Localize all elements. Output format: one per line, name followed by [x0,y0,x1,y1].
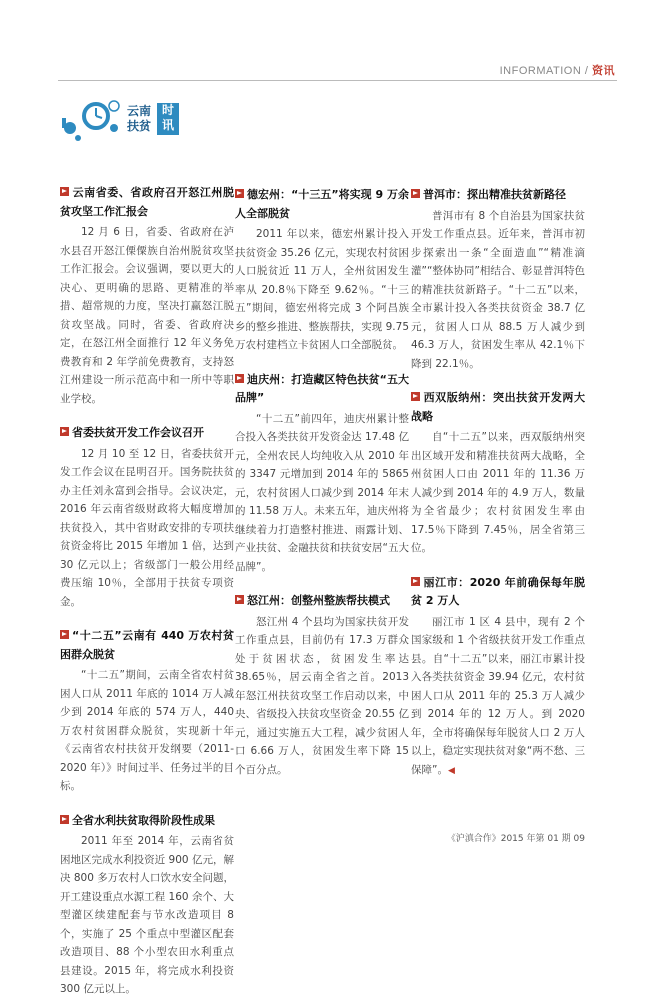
article-heading [60,424,234,443]
article-heading [235,186,409,223]
section-badge-line1: 时 [161,103,174,117]
article-heading-text: 全省水利扶贫取得阶段性成果 [72,813,215,827]
header-slash: / [584,65,589,77]
section-badge [157,103,179,135]
article-heading-text: 省委扶贫开发工作会议召开 [72,426,204,439]
play-icon [60,630,69,639]
section-header-label [500,62,615,78]
article-paragraph: “十二五”期间，云南全省农村贫困人口从 2011 年底的 1014 万人减少到 2014 年底的 574 万人，440 万农村贫困群众脱贫，实现新十年《云南省农村扶贫开发纲要（2011-2020 年）》时间过半、任务过半的目标。 [60,669,234,792]
article-heading [411,574,585,611]
section-title-line1: 云南 [127,104,152,118]
article-paragraph-text: 丽江市 1 区 4 县中，现有 2 个国家级和 1 个省级扶贫开发工作重点县。自“十二五”以来，丽江市累计投入各类扶贫资金 39.94 亿元，农村贫困人口从 2011 年的 25.3 万人减少到 2014 年的 12 万人。到 2020 年，全市将确保每年脱贫人口 2 万人以上，稳定实现扶贫对象“两不愁、三保障”。 [411,615,585,776]
play-icon [60,187,69,196]
article-heading [60,627,234,664]
play-icon [235,374,244,383]
article-heading [60,184,234,221]
play-icon [60,815,69,824]
article-heading [235,371,409,408]
article-paragraph: 12 月 10 至 12 日，省委扶贫开发工作会议在昆明召开。国务院扶贫办主任刘永富到会指导。会议决定，2016 年云南省级财政将大幅度增加扶贫投入，其中省财政安排的专项扶贫资金将比 2015 年增加 1 倍，达到 30 亿元以上；省级部门一般公用经费压缩 10％，全部用于扶贫专项资金。 [60,447,234,608]
section-title [127,104,151,134]
article-paragraph: 普洱市有 8 个自治县为国家扶贫开发工作重点县。近年来，普洱市初步探索出一条“全面造血”“精准滴灌”“整体协同”相结合、彰显普洱特色的精准扶贫新路子。“十二五”以来，全市累计投入各类扶贫资金 38.7 亿元，贫困人口从 88.5 万人减少到 46.3 万人，贫困发生率从 42.1％下降到 22.1％。 [411,209,585,370]
play-icon [235,189,244,198]
article-heading [411,186,585,205]
article-heading-text: 云南省委、省政府召开怒江州脱贫攻坚工作汇报会 [60,186,234,218]
article-heading-text: 丽江市：2020 年前确保每年脱贫 2 万人 [411,575,585,607]
article-paragraph: “十二五”前四年，迪庆州累计整合投入各类扶贫开发资金达 17.48 亿元，全州农民人均纯收入从 2010 年的 3347 元增加到 2014 年的 5865 元，农村贫困人口减少到 2014 年末的 11.58 万人。未来五年，迪庆州将继续着力打造整村推进、雨露计划、产业扶贫、金融扶贫和扶贫安居“五大品牌”。 [235,412,409,573]
header-rule [58,80,617,81]
article-heading-text: 迪庆州：打造藏区特色扶贫“五大品牌” [235,372,409,404]
section-title-line2: 扶贫 [127,119,152,133]
play-icon [235,595,244,604]
article-heading [235,592,409,611]
article-heading-text: 德宏州：“十三五”将实现 9 万余人全部脱贫 [235,188,409,220]
column-3 [411,180,585,780]
play-icon [411,577,420,586]
play-icon [60,427,69,436]
section-badge-line2: 讯 [161,118,174,132]
column-2 [235,180,409,779]
header-chinese: 资讯 [592,65,615,77]
play-icon [411,392,420,401]
article-heading-text: 普洱市：探出精准扶贫新路径 [423,188,566,201]
article-paragraph: 自“十二五”以来，西双版纳州突出区域开发和精准扶贫两大战略，全州贫困人口由 2011 年的 11.36 万人减少到 2014 年的 4.9 万人，数量为全省最少；农村贫困发生率由 17.5％下降到 7.45％，居全省第三位。 [411,431,585,554]
play-icon [411,189,420,198]
article-paragraph: 2011 年以来，德宏州累计投入扶贫资金 35.26 亿元，实现农村贫困人口脱贫近 11 万人，全州贫困发生率从 20.8％下降至 9.62％。“十三五”期间，德宏州将完成 3 个阿昌族乡的整乡推进、整族帮扶，实现 9.75 万农村建档立卡贫困人口全部脱贫。 [235,228,409,351]
article-heading [411,389,585,426]
article-heading-text: 怒江州：创整州整族帮扶模式 [247,594,390,607]
page-footer: 《沪滇合作》2015 年第 01 期 09 [446,834,585,844]
article-paragraph: 2011 年至 2014 年，云南省贫困地区完成水利投资近 900 亿元，解决 800 多万农村人口饮水安全问题，开工建设重点水源工程 160 余个、大型灌区续建配套与节水改造项目 8 个，实施了 25 个重点中型灌区配套改造项目、88 个小型农田水利重点县建设。2015 年，将完成水利投资 300 亿元以上。 [60,835,234,995]
header-english: INFORMATION [499,65,582,77]
article-paragraph: 怒江州 4 个县均为国家扶贫开发工作重点县，目前仍有 17.3 万群众处于贫困状态，贫困发生率达 38.65％，居云南全省之首。2013 年怒江州扶贫攻坚工作启动以来，中央、省级投入扶贫攻坚资金 20.55 亿元，通过实施五大工程，减少贫困人口 6.66 万人，贫困发生率下降 15 个百分点。 [235,615,409,776]
article-heading-text: “十二五”云南有 440 万农村贫困群众脱贫 [60,629,234,661]
article-heading-text: 西双版纳州：突出扶贫开发两大战略 [411,391,585,423]
article-paragraph [411,613,585,781]
article-paragraph: 12 月 6 日，省委、省政府在泸水县召开怒江傈僳族自治州脱贫攻坚工作汇报会。会议强调，要以更大的决心、更明确的思路、更精准的举措、超常规的力度，坚决打赢怒江脱贫攻坚战。同时，省委、省政府决定，在怒江州全面推行 12 年义务免费教育和 2 年学前免费教育，支持怒江州建设一所示范高中和一所中等职业学校。 [60,226,234,405]
article-heading [60,812,234,831]
column-1 [60,178,234,999]
end-mark-icon: ◀ [447,765,455,776]
